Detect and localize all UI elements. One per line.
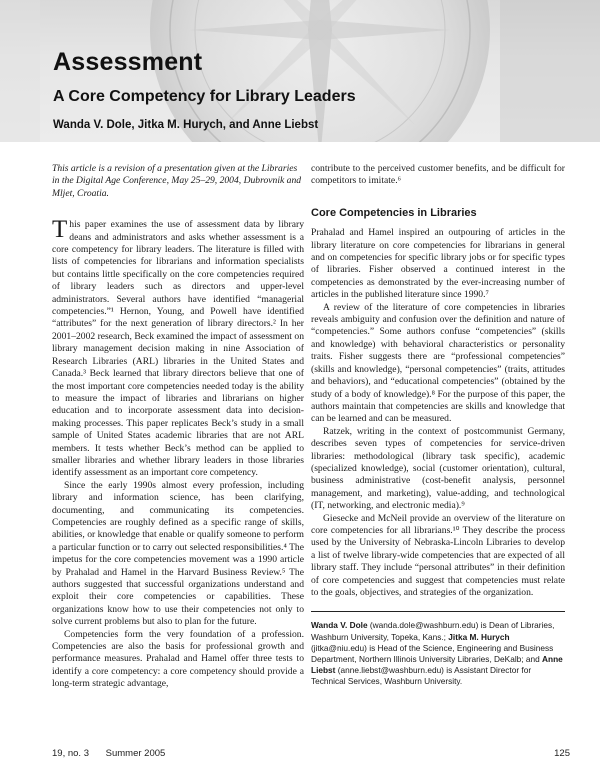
bio-divider	[311, 611, 565, 612]
author-bio-text: (jitka@niu.edu) is Head of the Science, Engineering and Business Department, Northern Illinois University Libraries, DeKalb; and	[311, 642, 554, 665]
author-bio-text: (anne.liebst@washburn.edu) is Assistant Director for Technical Services, Washburn University.	[311, 665, 532, 687]
intro-note: This article is a revision of a presentation given at the Libraries in the Digital Age Conference, May 25–29, 2004, Dubrovnik and Mljet, Croatia.	[52, 163, 302, 199]
author-name: Jitka M. Hurych	[448, 631, 510, 642]
body-paragraph: This paper examines the use of assessment data by library deans and administrators and asks whether assessment is a core competency for library leaders. The literature is filled with lists of competencies for librarians and information specialists but contains little specifically on the core competencies required of library leaders such as directors and upper-level administrators. Several authors have identified “managerial competencies.”¹ Hernon, Young, and Powell have identified “attributes” for the next generation of library directors.² In her 2001–2002 research, Beck examined the impact of assessment on library management decision making in nine Association of Research Libraries (ARL) libraries in the United States and Canada.³ Beck learned that library directors believe that one of the most important core competencies needed today is the ability to measure the impact of libraries and librarians on higher education and to incorporate assessment data into decision-making processes. This paper replicates Beck’s study in a small sample of United States academic libraries that are not ARL members. It tests whether Beck’s method can be applied to smaller libraries and whether library leaders in those libraries identify assessment as an important core competency.	[52, 216, 304, 479]
article-authors: Wanda V. Dole, Jitka M. Hurych, and Anne Liebst	[53, 119, 319, 131]
author-name: Wanda V. Dole	[311, 620, 368, 631]
author-bio	[311, 620, 565, 687]
body-paragraph-continued: contribute to the perceived customer benefits, and be difficult for competitors to imitate.⁶	[311, 163, 565, 187]
article-header	[0, 0, 600, 142]
body-paragraph: Competencies form the very foundation of a profession. Competencies are also the basis for professional growth and performance measures. Prahalad and Hamel offer three tests to identify a core competency: a core competency should provide a long-term strategic advantage,	[52, 628, 304, 690]
section-heading: Core Competencies in Libraries	[311, 206, 477, 219]
article-title: Assessment	[53, 48, 203, 76]
footer-season: Summer 2005	[105, 748, 166, 759]
article-subtitle: A Core Competency for Library Leaders	[53, 88, 356, 105]
body-paragraph: Giesecke and McNeil provide an overview of the literature on core competencies for all librarians.¹⁰ They describe the process used by the University of Nebraska-Lincoln Libraries to develop a list of twelve library-wide competencies that are expected of all library staff. They include “personal attributes” in their definition of core competencies and suggest that competencies must relate to the goals, objectives, and strategies of the organization.	[311, 512, 565, 598]
footer-volume: 19, no. 3	[52, 748, 89, 759]
body-paragraph: Prahalad and Hamel inspired an outpouring of articles in the library literature on core competencies for librarians in general and on competencies for specific library jobs or for specific types of libraries. Fisher observed a continued interest in the competencies as demonstrated by the ever-increasing number of articles in the published literature since 1990.⁷	[311, 227, 565, 301]
footer-issue	[52, 748, 179, 759]
body-paragraph: Ratzek, writing in the context of postcommunist Germany, describes seven types of competencies for service-driven libraries: methodological (library task specific), academic (specialized knowledge), social (customer orientation), cultural, business administrative (cost-benefit analysis, personnel management, and marketing), value-adding, and technological (IT, networking, and electronic media).⁹	[311, 425, 565, 512]
body-paragraph: A review of the literature of core competencies in libraries reveals ambiguity and confusion over the definition and nature of “competencies.” Some authors confuse “competencies” (skills and knowledge) with behavioral characteristics or personality traits. Fisher suggests there are “professional competencies” (skills and knowledge), “personal competencies” (traits, attitudes and behaviors), and “educational competencies” (obtained by the study of a body of knowledge).⁸ For the purpose of this paper, the authors maintain that competencies are skills and knowledge that can be learned and can be measured.	[311, 301, 565, 425]
left-column	[52, 163, 304, 691]
right-column	[311, 163, 565, 688]
page-number: 125	[554, 748, 570, 759]
author-bio-text: (wanda.dole@washburn.edu) is Dean of Libraries, Washburn University, Topeka, Kans.;	[311, 620, 555, 642]
body-paragraph: Since the early 1990s almost every profession, including library and information science, has been clarifying, documenting, and communicating its competencies. Competencies are roughly defined as a specific range of skills, abilities, or knowledge that enable or qualify someone to perform a particular function or to carry out selected responsibilities.⁴ The impetus for the core competencies movement was a 1990 article by Prahalad and Hamel in the Harvard Business Review.⁵ The authors suggested that successful organizations understand and exploit their core competencies or capabilities. These organizations know how to use their competencies not only to solve current problems but also to plan for the future.	[52, 479, 304, 628]
author-name: Anne Liebst	[311, 654, 563, 676]
